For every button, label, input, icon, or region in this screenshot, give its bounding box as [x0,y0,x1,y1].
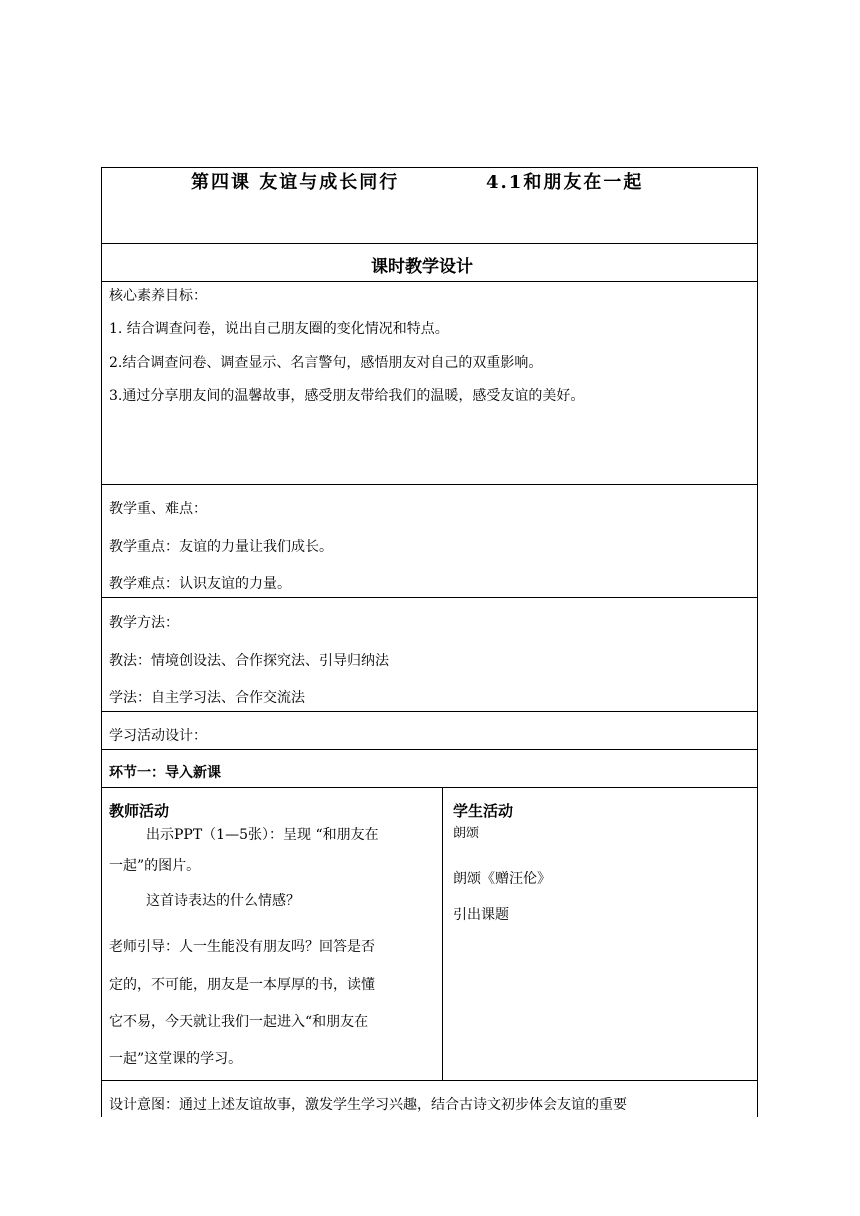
teacher-line: 它不易，今天就让我们一起进入“和朋友在 [109,1014,369,1030]
activity-heading-row [102,712,757,750]
design-intent: 设计意图：通过上述友谊故事，激发学生学习兴趣，结合古诗文初步体会友谊的重要 [109,1097,627,1113]
teacher-line: 一起”的图片。 [109,858,201,874]
student-line: 朗颂《赠汪伦》 [453,871,551,887]
activity-heading: 学习活动设计： [109,728,207,744]
design-heading-row [102,244,757,282]
student-line: 朗颂 [453,826,480,841]
difficulty-text: 教学难点：认识友谊的力量。 [109,576,291,592]
goal-item: 3.通过分享朋友间的温馨故事，感受朋友带给我们的温暖，感受友谊的美好。 [109,388,585,404]
keypoints-row [102,485,757,598]
teacher-line: 出示PPT（1—5张）：呈现 “和朋友在 [146,827,379,843]
teacher-heading: 教师活动 [109,802,170,820]
design-intent-row [102,1081,757,1118]
goal-item: 1. 结合调查问卷，说出自己朋友圈的变化情况和特点。 [109,321,449,337]
keypoint-text: 教学重点：友谊的力量让我们成长。 [109,539,333,555]
keypoints-heading: 教学重、难点： [109,501,207,517]
lesson-title: 第四课 友谊与成长同行 [191,172,400,193]
learn-method: 学法：自主学习法、合作交流法 [109,690,305,706]
section-title: 4.1和朋友在一起 [486,172,644,193]
column-divider [442,788,443,1080]
goal-item: 2.结合调查问卷、调查显示、名言警句，感悟朋友对自己的双重影响。 [109,355,543,371]
methods-row [102,598,757,712]
activities-row [102,788,757,1081]
student-heading: 学生活动 [453,802,514,820]
teacher-line: 这首诗表达的什么情感？ [146,893,300,909]
goals-row [102,282,757,485]
teacher-line: 一起”这堂课的学习。 [109,1051,243,1067]
title-row [102,168,757,244]
section-title-1: 环节一：导入新课 [109,765,221,781]
goals-heading: 核心素养目标： [109,288,207,304]
student-line: 引出课题 [453,907,509,923]
teacher-line: 定的，不可能，朋友是一本厚厚的书，读懂 [109,977,375,993]
methods-heading: 教学方法： [109,615,179,631]
teacher-line: 老师引导：人一生能没有朋友吗？回答是否 [109,939,375,955]
teach-method: 教法：情境创设法、合作探究法、引导归纳法 [109,653,389,669]
design-heading: 课时教学设计 [371,257,473,277]
section-row [102,750,757,788]
lesson-table [101,167,758,1117]
